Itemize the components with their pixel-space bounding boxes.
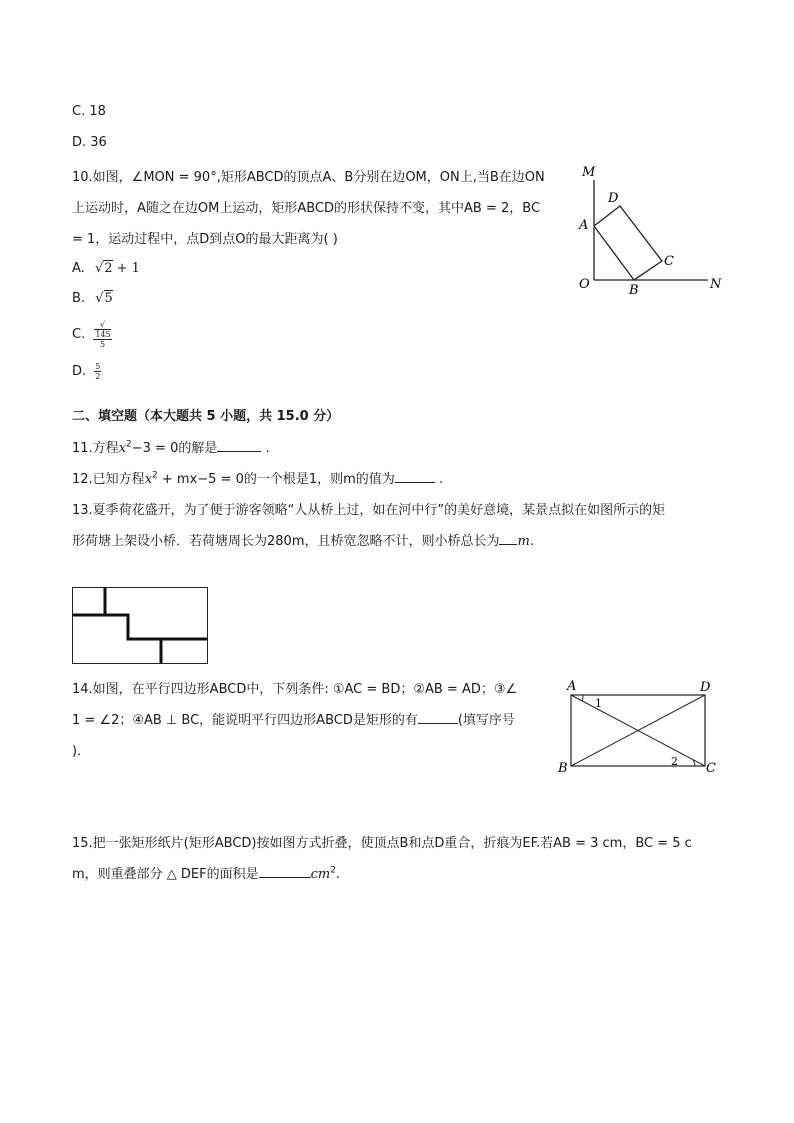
q11-answer-blank[interactable] (217, 439, 261, 452)
q15-end: . (335, 867, 341, 882)
option-c-radicand: 145 (95, 330, 111, 339)
q12-pre: 12.已知方程 (72, 472, 145, 487)
option-d-label: D. (72, 364, 87, 379)
q11-exp: 2 (126, 439, 132, 450)
label-angle-1: 1 (595, 697, 602, 710)
q13-line-1: 13.夏季荷花盛开，为了便于游客领略“人从桥上过，如在河中行”的美好意境，某景点拟在如图所示的矩 (72, 503, 666, 518)
q15-line-1: 15.把一张矩形纸片(矩形ABCD)按如图方式折叠，使顶点B和点D重合，折痕为EF.若AB = 3 cm，BC = 5 c (72, 836, 692, 851)
q9-option-d: D. 36 (72, 135, 107, 150)
q13-figure (72, 587, 209, 665)
q11-post: −3 = 0的解是 (131, 441, 218, 456)
q15-answer-blank[interactable] (259, 865, 311, 878)
q14-figure (555, 676, 725, 776)
label-b: B (629, 283, 639, 298)
option-c-fraction: √ 145 5 (95, 320, 111, 349)
option-a-rest: + 1 (112, 261, 140, 276)
q10-stem-line-1: 10.如图，∠MON = 90°,矩形ABCD的顶点A、B分别在边OM，ON上,当B在边ON (72, 170, 545, 185)
q14-line-2 (72, 709, 515, 728)
label-m: M (582, 165, 596, 180)
q10-option-d (72, 362, 101, 381)
q13-line-2 (72, 530, 534, 549)
q13-end: . (529, 534, 534, 549)
q13-answer-blank[interactable] (499, 532, 517, 545)
option-c-label: C. (72, 327, 86, 342)
q14-line-1: 14.如图，在平行四边形ABCD中，下列条件: ①AC = BD；②AB = AD；③∠ (72, 682, 518, 697)
option-d-denominator: 2 (95, 372, 101, 381)
section-2-heading: 二、填空题（本大题共 5 小题，共 15.0 分） (72, 409, 340, 424)
q14-line-3: )． (72, 744, 91, 759)
q14-line-2-pre: 1 = ∠2；④AB ⊥ BC，能说明平行四边形ABCD是矩形的有 (72, 713, 418, 728)
q10-option-b: B. √5 (72, 291, 113, 306)
label-o: O (579, 277, 590, 292)
q9-option-c: C. 18 (72, 104, 106, 119)
q14-line-2-post: (填写序号 (457, 713, 515, 728)
q15-line-2 (72, 863, 340, 882)
option-c-denominator: 5 (99, 340, 106, 349)
q10-option-c (72, 320, 112, 349)
label-a: A (567, 679, 577, 694)
option-a-label: A. (72, 261, 85, 276)
q10-stem-line-2: 上运动时，A随之在边OM上运动，矩形ABCD的形状保持不变，其中AB = 2，BC (72, 201, 541, 216)
q12-base: x (144, 472, 153, 487)
q15-line-2-pre: m，则重叠部分 △ DEF的面积是 (72, 867, 259, 882)
q11 (72, 437, 270, 456)
label-a: A (579, 218, 589, 233)
q12 (72, 468, 443, 487)
q12-post: + mx−5 = 0的一个根是1，则m的值为 (157, 472, 395, 487)
option-d-fraction (94, 362, 101, 381)
q11-pre: 11.方程 (72, 441, 119, 456)
q12-answer-blank[interactable] (395, 470, 435, 483)
option-a-radicand: 2 (104, 261, 113, 276)
q13-unit: m (517, 534, 530, 549)
q11-base: x (118, 441, 127, 456)
q10-option-a: A. √2 + 1 (72, 261, 140, 276)
q10-stem-line-3: = 1，运动过程中，点D到点O的最大距离为( ) (72, 232, 338, 247)
label-n: N (710, 277, 722, 292)
q11-end: . (261, 441, 270, 456)
option-b-radicand: 5 (104, 291, 113, 306)
q15-unit: cm (310, 867, 331, 882)
label-d: D (608, 191, 619, 206)
rectangle-abcd (594, 206, 662, 280)
q12-end: . (434, 472, 444, 487)
pond-rectangle (73, 588, 208, 664)
q14-answer-blank[interactable] (418, 711, 458, 724)
option-d-numerator: 5 (95, 362, 101, 371)
q12-exp: 2 (152, 470, 158, 481)
angle-1-arc (582, 695, 583, 701)
label-c: C (664, 254, 674, 269)
label-b: B (558, 761, 568, 776)
q13-line-2-pre: 形荷塘上架设小桥．若荷塘周长为280m，且桥宽忽略不计，则小桥总长为 (72, 534, 500, 549)
label-d: D (700, 680, 711, 695)
label-c: C (706, 761, 716, 776)
option-b-label: B. (72, 291, 86, 306)
q10-figure (570, 158, 730, 298)
label-angle-2: 2 (671, 755, 678, 768)
q15-unit-exp: 2 (330, 865, 336, 876)
